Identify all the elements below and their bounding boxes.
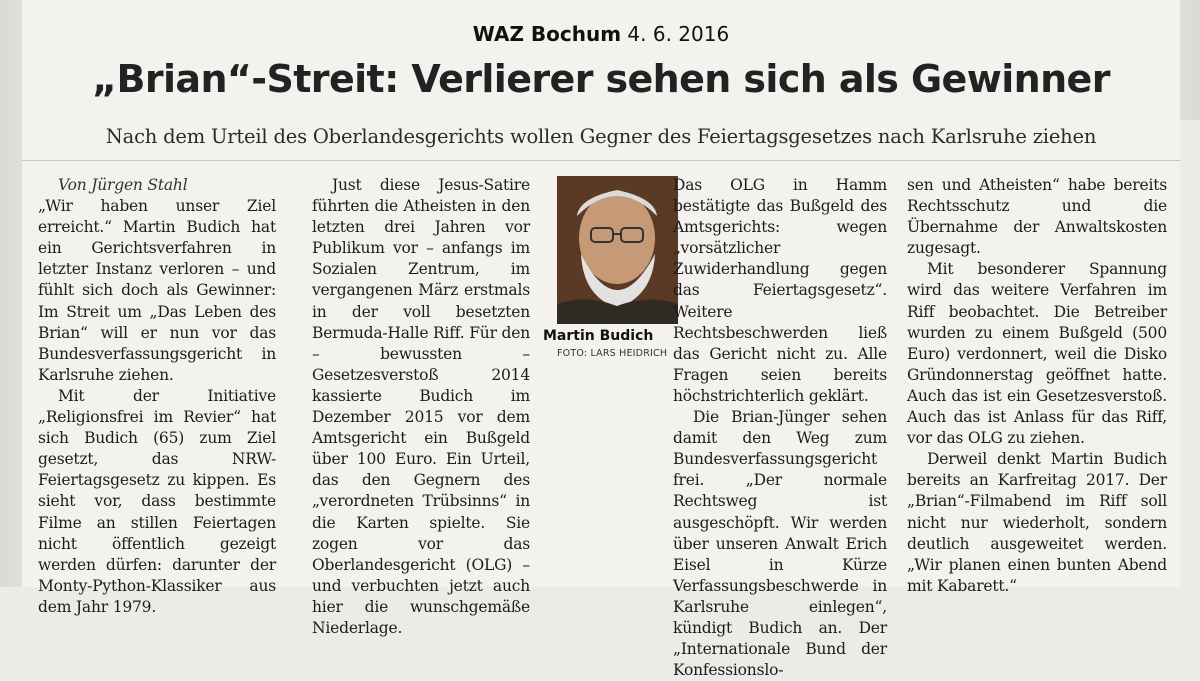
source-paper: WAZ Bochum	[472, 22, 622, 46]
paragraph: Die Brian-Jünger sehen damit den Weg zum Bundesverfassungsgericht frei. „Der normale Rechtsweg ist ausgeschöpft. Wir werden über unseren Anwalt Erich Eisel in Kürze Verfassungsbeschwerde in Karlsruhe einlegen“, kündigt Budich an. Der „Internationale Bund der Konfessionslo-	[673, 408, 887, 680]
photo-credit: FOTO: LARS HEIDRICH	[557, 348, 668, 359]
paragraph: „Wir haben unser Ziel erreicht.“ Martin Budich hat ein Gerichtsverfahren in letzter Instanz verloren – und fühlt sich doch als Gewinner: Im Streit um „Das Leben des Brian“ will er nun vor das Bundesverfassungsgericht in Karlsruhe ziehen.	[38, 197, 276, 384]
portrait-image	[557, 176, 678, 324]
byline: Von Jürgen Stahl	[58, 176, 188, 194]
article-column-4	[907, 175, 1167, 597]
newspaper-clipping	[22, 0, 1180, 680]
source-date: 4. 6. 2016	[627, 22, 730, 46]
paragraph: Just diese Jesus-Satire führten die Atheisten in den letzten drei Jahren vor Publikum vor – anfangs im Sozialen Zentrum, im vergangenen März erstmals in der voll besetzten Bermuda-Halle Riff. Für den – bewussten – Gesetzesverstoß 2014 kassierte Budich im Dezember 2015 vor dem Amtsgericht ein Bußgeld über 100 Euro. Ein Urteil, das den Gegnern des „verordneten Trübsinns“ in die Karten spielte. Sie zogen vor das Oberlandesgericht (OLG) – und verbuchten jetzt auch hier die wunschgemäße Niederlage.	[312, 176, 530, 637]
paragraph: Derweil denkt Martin Budich bereits an Karfreitag 2017. Der „Brian“-Filmabend im Riff soll nicht nur wiederholt, sondern deutlich ausgeweitet werden. „Wir planen einen bunten Abend mit Kabarett.“	[907, 450, 1167, 595]
photo-caption-name: Martin Budich	[543, 328, 654, 344]
paragraph: Mit besonderer Spannung wird das weitere Verfahren im Riff beobachtet. Die Betreiber wurden zu einem Bußgeld (500 Euro) verdonnert, weil die Disko Gründonnerstag geöffnet hatte. Auch das ist ein Gesetzesverstoß. Auch das ist Anlass für das Riff, vor das OLG zu ziehen.	[907, 260, 1167, 448]
source-line	[22, 22, 1180, 46]
headline: „Brian“-Streit: Verlierer sehen sich als Gewinner	[92, 57, 1110, 101]
paragraph: sen und Atheisten“ habe bereits Rechtsschutz und die Übernahme der Anwaltskosten zugesagt.	[907, 176, 1167, 258]
subheadline: Nach dem Urteil des Oberlandesgerichts wollen Gegner des Feiertagsgesetzes nach Karlsruhe ziehen	[105, 125, 1097, 148]
portrait-photo	[557, 176, 678, 324]
paragraph: Mit der Initiative „Religionsfrei im Revier“ hat sich Budich (65) zum Ziel gesetzt, das NRW-Feiertagsgesetz zu kippen. Es sieht vor, dass bestimmte Filme an stillen Feiertagen nicht öffentlich gezeigt werden dürfen: darunter der Monty-Python-Klassiker aus dem Jahr 1979.	[38, 386, 276, 616]
article-column-2	[312, 175, 530, 639]
paragraph: Das OLG in Hamm bestätigte das Bußgeld des Amtsgerichts: wegen „vorsätzlicher Zuwiderhandlung gegen das Feiertagsgesetz“. Weitere Rechtsbeschwerden ließ das Gericht nicht zu. Alle Fragen seien bereits höchstrichterlich geklärt.	[673, 176, 887, 405]
article-column-3	[673, 175, 887, 681]
divider	[22, 160, 1180, 161]
article-column-1	[38, 175, 276, 618]
